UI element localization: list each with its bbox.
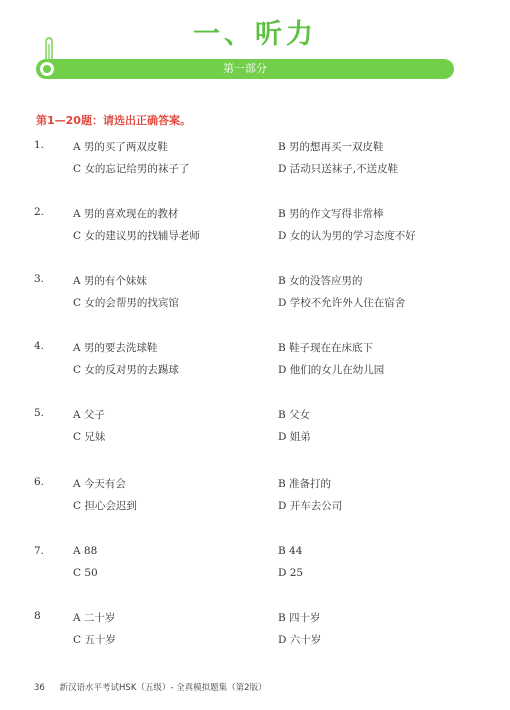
option-d: D 他们的女儿在幼儿园 xyxy=(278,364,385,376)
option-c: C 五十岁 xyxy=(73,634,116,646)
question-number: 4. xyxy=(34,340,45,352)
option-b: B 女的没答应男的 xyxy=(278,275,363,287)
option-a: A 88 xyxy=(73,545,98,557)
option-a: A 男的有个妹妹 xyxy=(73,275,147,287)
option-c: C 女的忘记给男的袜子了 xyxy=(73,163,190,175)
question-number: 5. xyxy=(34,407,45,419)
part-label: 第一部分 xyxy=(223,62,267,75)
option-d: D 开车去公司 xyxy=(278,500,343,512)
question-item xyxy=(0,545,510,585)
option-b: B 44 xyxy=(278,545,303,557)
option-b: B 男的想再买一双皮鞋 xyxy=(278,141,384,153)
question-number: 6. xyxy=(34,476,45,488)
option-a: A 父子 xyxy=(73,409,105,421)
option-b: B 父女 xyxy=(278,409,311,421)
question-item xyxy=(0,340,510,380)
question-item xyxy=(0,476,510,516)
section-title: 一、听力 xyxy=(193,19,317,50)
option-a: A 男的买了两双皮鞋 xyxy=(73,141,168,153)
option-a: A 二十岁 xyxy=(73,612,116,624)
option-d: D 姐弟 xyxy=(278,431,311,443)
question-item xyxy=(0,206,510,246)
option-a: A 今天有会 xyxy=(73,478,126,490)
question-number: 7. xyxy=(34,545,45,557)
page-footer xyxy=(34,681,267,693)
part-header-bar xyxy=(36,59,454,79)
option-d: D 25 xyxy=(278,567,304,579)
question-number: 2. xyxy=(34,206,45,218)
option-b: B 男的作文写得非常棒 xyxy=(278,208,384,220)
question-item xyxy=(0,139,510,179)
option-c: C 女的会帮男的找宾馆 xyxy=(73,297,179,309)
question-number: 8 xyxy=(34,610,41,622)
option-c: C 50 xyxy=(73,567,98,579)
option-d: D 学校不允许外人住在宿舍 xyxy=(278,297,406,309)
option-d: D 女的认为男的学习态度不好 xyxy=(278,230,416,242)
option-c: C 女的建议男的找辅导老师 xyxy=(73,230,200,242)
question-item xyxy=(0,273,510,313)
option-b: B 四十岁 xyxy=(278,612,321,624)
option-a: A 男的要去洗球鞋 xyxy=(73,342,158,354)
option-a: A 男的喜欢现在的教材 xyxy=(73,208,179,220)
question-number: 3. xyxy=(34,273,45,285)
book-title: 新汉语水平考试HSK（五级）- 全真模拟题集（第2版） xyxy=(59,683,267,693)
option-d: D 六十岁 xyxy=(278,634,322,646)
page-number: 36 xyxy=(34,683,45,693)
option-c: C 兄妹 xyxy=(73,431,106,443)
question-item xyxy=(0,407,510,447)
option-c: C 担心会迟到 xyxy=(73,500,137,512)
option-d: D 活动只送袜子,不送皮鞋 xyxy=(278,163,399,175)
question-item xyxy=(0,610,510,650)
question-number: 1. xyxy=(34,139,45,151)
option-b: B 准备打的 xyxy=(278,478,332,490)
instruction-text: 第1—20题：请选出正确答案。 xyxy=(36,114,191,127)
option-c: C 女的反对男的去踢球 xyxy=(73,364,179,376)
option-b: B 鞋子现在在床底下 xyxy=(278,342,374,354)
